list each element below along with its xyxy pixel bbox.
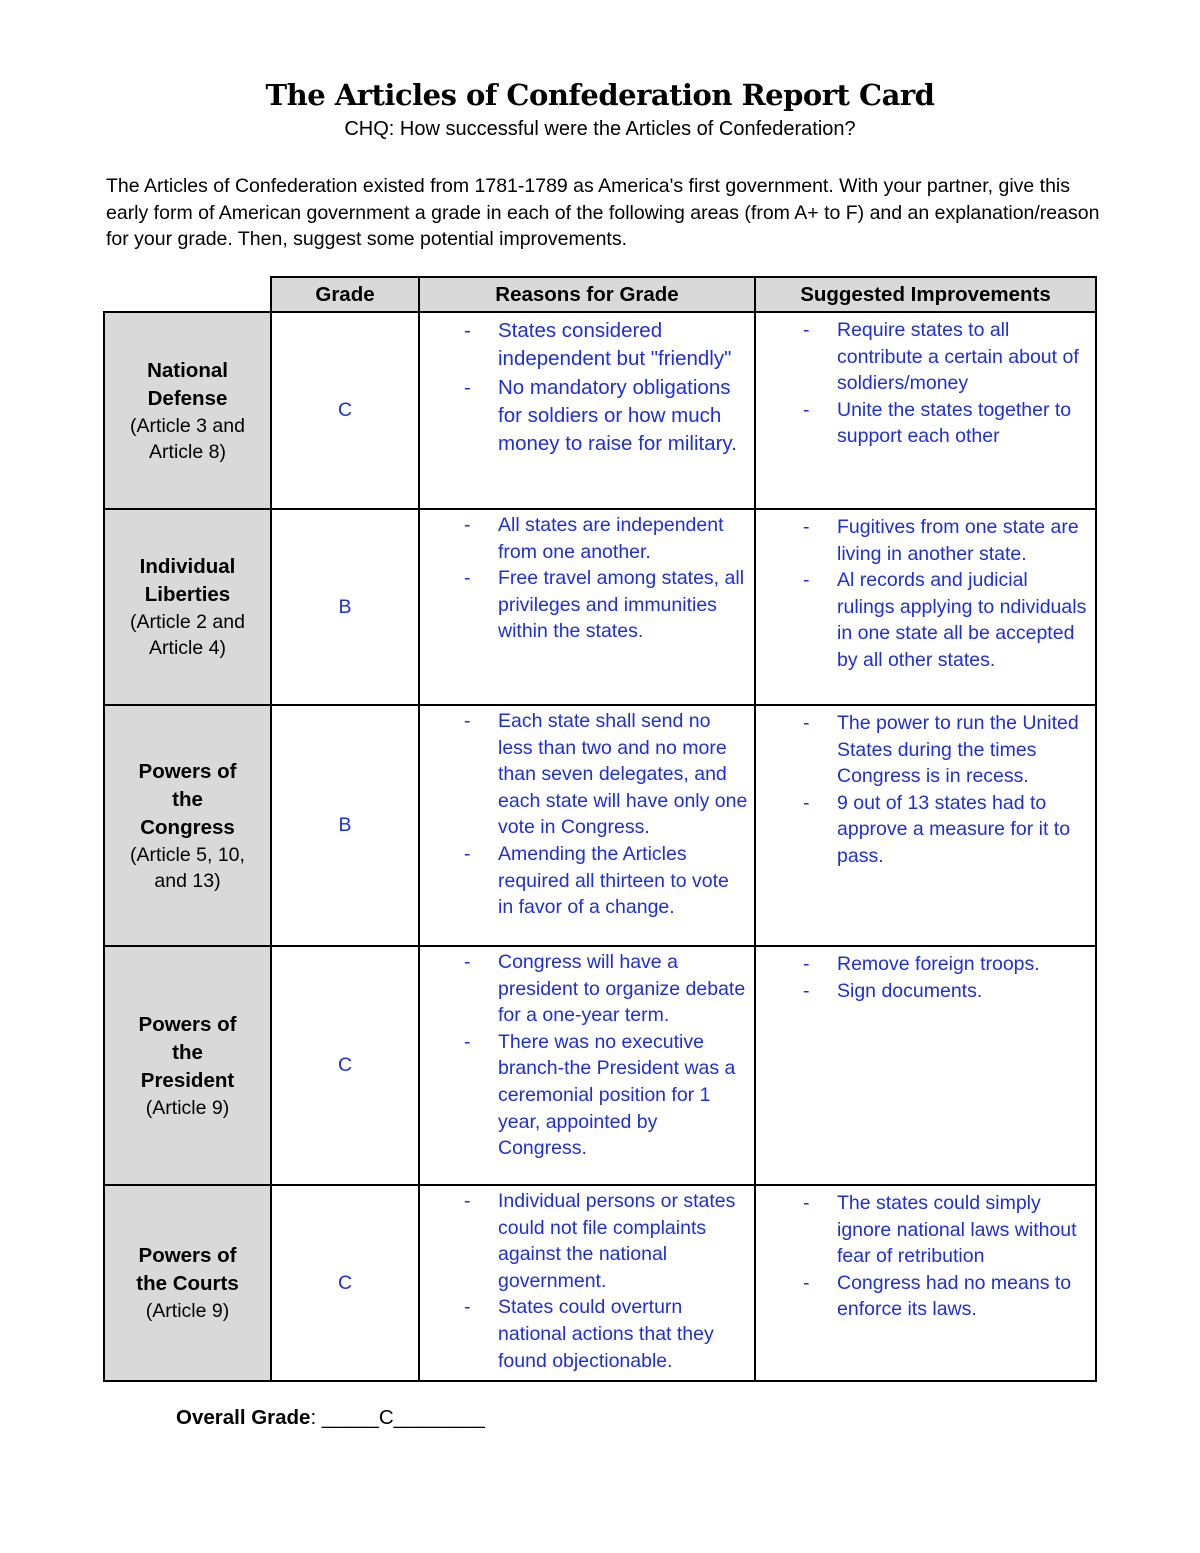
improvements-cell xyxy=(755,509,1096,705)
grade-cell: C xyxy=(271,946,419,1185)
improvement-item: - The power to run the United States during the times Congress is in recess. xyxy=(837,710,1089,790)
grade-cell: B xyxy=(271,509,419,705)
area-cell xyxy=(104,509,271,705)
header-blank-cell xyxy=(104,277,271,312)
area-name: Powers of the Courts xyxy=(136,1244,239,1295)
overall-grade-value: : _____C________ xyxy=(310,1406,485,1429)
reasons-cell xyxy=(419,1185,755,1381)
overall-grade xyxy=(176,1406,485,1430)
reason-item: - Each state shall send no less than two and no more than seven delegates, and each state will have only one vote in Congress. xyxy=(498,708,748,841)
grade-cell: C xyxy=(271,1185,419,1381)
improvements-cell xyxy=(755,1185,1096,1381)
area-name: National Defense xyxy=(147,358,228,410)
table-row xyxy=(104,946,1096,1185)
table-row xyxy=(104,509,1096,705)
area-article: (Article 9) xyxy=(145,1300,230,1322)
chq-question: CHQ: How successful were the Articles of Confederation? xyxy=(344,118,856,140)
header-improvements: Suggested Improvements xyxy=(755,277,1096,312)
reasons-cell xyxy=(419,705,755,946)
improvement-item: - Remove foreign troops. xyxy=(837,951,1089,978)
reasons-cell xyxy=(419,509,755,705)
reason-item: - States considered independent but "friendly" xyxy=(498,317,748,374)
improvement-item: - Require states to all contribute a certain about of soldiers/money xyxy=(837,317,1089,397)
reason-item: - States could overturn national actions that they found objectionable. xyxy=(498,1294,748,1374)
page-title: The Articles of Confederation Report Card xyxy=(265,78,935,112)
grade-cell: B xyxy=(271,705,419,946)
area-cell xyxy=(104,312,271,509)
reason-item: - There was no executive branch-the President was a ceremonial position for 1 year, appointed by Congress. xyxy=(498,1029,748,1162)
area-name: Powers of the President xyxy=(138,1012,237,1092)
improvement-item: - Sign documents. xyxy=(837,978,1089,1005)
area-cell xyxy=(104,705,271,946)
improvement-item: - Al records and judicial rulings applying to ndividuals in one state all be accepted by all other states. xyxy=(837,567,1089,673)
report-card-table xyxy=(103,276,1097,1382)
reason-item: - Free travel among states, all privileges and immunities within the states. xyxy=(498,565,748,645)
improvements-cell xyxy=(755,705,1096,946)
area-article: (Article 3 and Article 8) xyxy=(130,414,245,463)
grade-cell: C xyxy=(271,312,419,509)
improvement-item: - Unite the states together to support each other xyxy=(837,397,1089,450)
table-row xyxy=(104,1185,1096,1381)
improvements-cell xyxy=(755,312,1096,509)
table-header-row xyxy=(104,277,1096,312)
overall-grade-label: Overall Grade xyxy=(176,1406,311,1429)
reasons-cell xyxy=(419,312,755,509)
area-article: (Article 2 and Article 4) xyxy=(130,611,245,659)
area-article: (Article 5, 10, and 13) xyxy=(130,843,245,892)
improvement-item: - The states could simply ignore national laws without fear of retribution xyxy=(837,1190,1089,1270)
table-row xyxy=(104,705,1096,946)
reason-item: - Congress will have a president to organize debate for a one-year term. xyxy=(498,949,748,1029)
area-cell xyxy=(104,946,271,1185)
improvements-cell xyxy=(755,946,1096,1185)
area-cell xyxy=(104,1185,271,1381)
reason-item: - All states are independent from one another. xyxy=(498,512,748,565)
table-row xyxy=(104,312,1096,509)
instructions-paragraph: The Articles of Confederation existed from 1781-1789 as America's first government. With your partner, give this early form of American government a grade in each of the following areas (from A+ to F) and an explanation/reason for your grade. Then, suggest some potential improvements. xyxy=(106,175,1100,250)
header-grade: Grade xyxy=(271,277,419,312)
reason-item: - Individual persons or states could not file complaints against the national government. xyxy=(498,1188,748,1294)
area-name: Powers of the Congress xyxy=(138,759,237,839)
reason-item: - Amending the Articles required all thirteen to vote in favor of a change. xyxy=(498,841,748,921)
area-name: Individual Liberties xyxy=(139,555,236,606)
header-reasons: Reasons for Grade xyxy=(419,277,755,312)
improvement-item: - Congress had no means to enforce its laws. xyxy=(837,1270,1089,1323)
area-article: (Article 9) xyxy=(145,1096,230,1119)
reason-item: - No mandatory obligations for soldiers or how much money to raise for military. xyxy=(498,374,748,459)
reasons-cell xyxy=(419,946,755,1185)
improvement-item: - Fugitives from one state are living in another state. xyxy=(837,514,1089,567)
improvement-item: - 9 out of 13 states had to approve a measure for it to pass. xyxy=(837,790,1089,870)
